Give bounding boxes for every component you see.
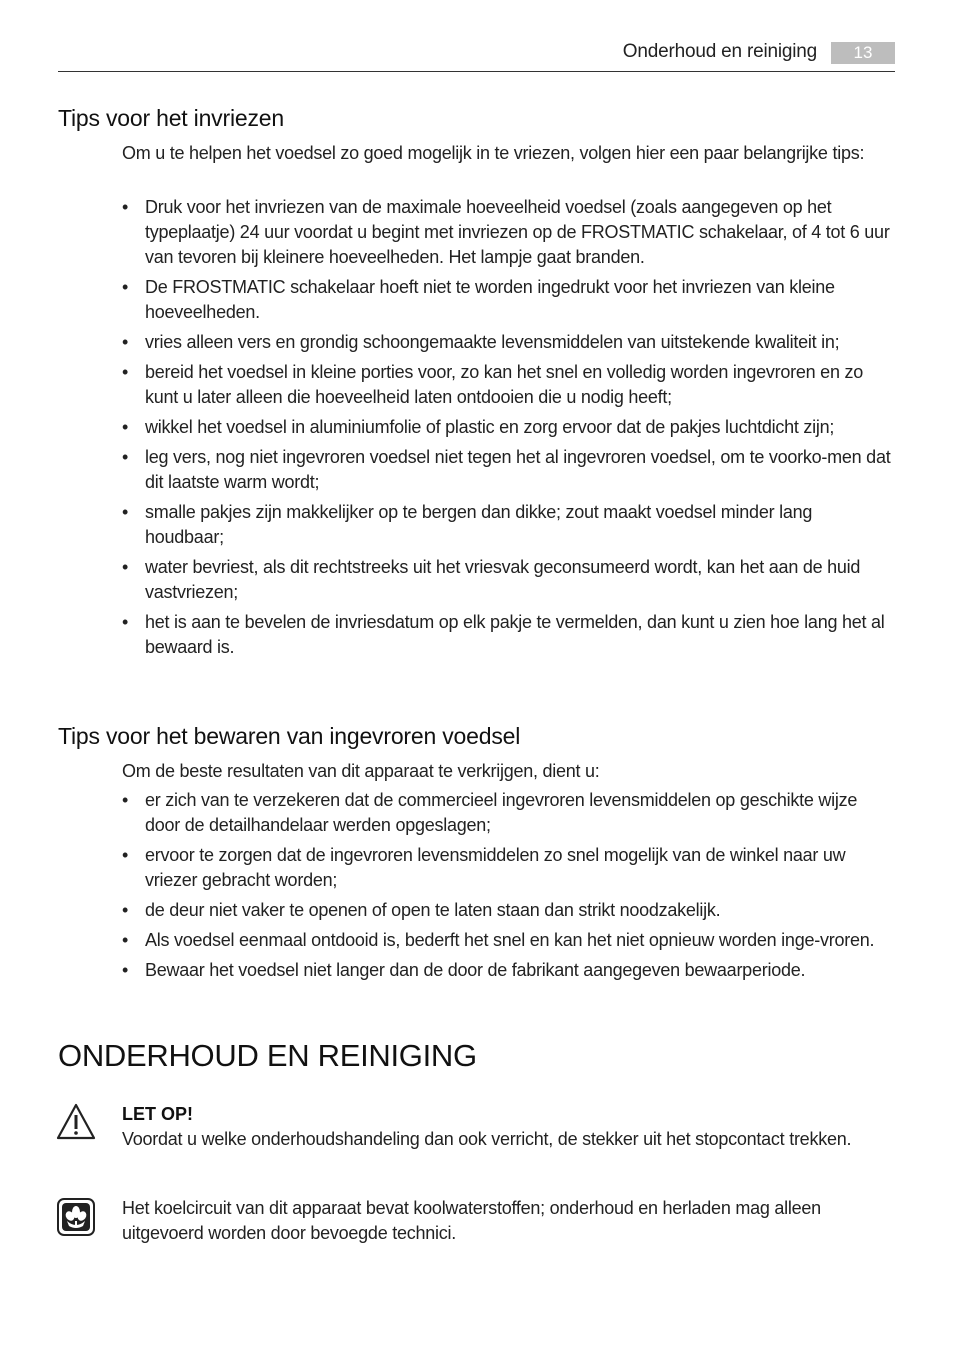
freeze-tips-list bbox=[122, 195, 892, 665]
page-header bbox=[58, 40, 895, 72]
list-item: • De FROSTMATIC schakelaar hoeft niet te worden ingedrukt voor het invriezen van kleine hoeveelheden. bbox=[122, 275, 892, 325]
list-item: • het is aan te bevelen de invriesdatum op elk pakje te vermelden, dan kunt u zien hoe lang het al bewaard is. bbox=[122, 610, 892, 660]
environment-flower-icon bbox=[56, 1197, 96, 1237]
list-item: • vries alleen vers en grondig schoongemaakte levensmiddelen van uitstekende kwaliteit in; bbox=[122, 330, 892, 355]
warning-text: Voordat u welke onderhoudshandeling dan ook verricht, de stekker uit het stopcontact trekken. bbox=[122, 1129, 852, 1149]
list-item: • wikkel het voedsel in aluminiumfolie of plastic en zorg ervoor dat de pakjes luchtdicht zijn; bbox=[122, 415, 892, 440]
storage-tips-heading: Tips voor het bewaren van ingevroren voedsel bbox=[58, 723, 521, 749]
storage-tips-intro: Om de beste resultaten van dit apparaat te verkrijgen, dient u: bbox=[122, 761, 600, 781]
maintenance-heading: ONDERHOUD EN REINIGING bbox=[58, 1038, 477, 1073]
list-item: • de deur niet vaker te openen of open te laten staan dan strikt noodzakelijk. bbox=[122, 898, 892, 923]
environment-text: Het koelcircuit van dit apparaat bevat koolwaterstoffen; onderhoud en herladen mag alleen uitgevoerd worden door bevoegde technici. bbox=[122, 1198, 821, 1243]
page-number: 13 bbox=[831, 42, 895, 64]
list-item: • leg vers, nog niet ingevroren voedsel niet tegen het al ingevroren voedsel, om te voorko-men dat dit laatste warm wordt; bbox=[122, 445, 892, 495]
list-item: • water bevriest, als dit rechtstreeks uit het vriesvak geconsumeerd wordt, kan het aan de huid vastvriezen; bbox=[122, 555, 892, 605]
list-item: • Als voedsel eenmaal ontdooid is, bederft het snel en kan het niet opnieuw worden inge-vroren. bbox=[122, 928, 892, 953]
freeze-tips-intro: Om u te helpen het voedsel zo goed mogelijk in te vriezen, volgen hier een paar belangrijke tips: bbox=[122, 143, 865, 163]
list-item: • er zich van te verzekeren dat de commercieel ingevroren levensmiddelen op geschikte wijze door de detailhandelaar werden opgeslagen; bbox=[122, 788, 892, 838]
freeze-tips-heading: Tips voor het invriezen bbox=[58, 105, 284, 131]
list-item: • ervoor te zorgen dat de ingevroren levensmiddelen zo snel mogelijk van de winkel naar uw vriezer gebracht worden; bbox=[122, 843, 892, 893]
list-item: • Druk voor het invriezen van de maximale hoeveelheid voedsel (zoals aangegeven op het typeplaatje) 24 uur voordat u begint met invriezen op de FROSTMATIC schakelaar, of 4 tot 6 uur van tevoren bij kleinere hoeveelheden. Het lampje gaat branden. bbox=[122, 195, 892, 270]
running-section-title: Onderhoud en reiniging bbox=[622, 41, 817, 62]
warning-title: LET OP! bbox=[122, 1104, 193, 1124]
list-item: • Bewaar het voedsel niet langer dan de door de fabrikant aangegeven bewaarperiode. bbox=[122, 958, 892, 983]
list-item: • smalle pakjes zijn makkelijker op te bergen dan dikke; zout maakt voedsel minder lang houdbaar; bbox=[122, 500, 892, 550]
list-item: • bereid het voedsel in kleine porties voor, zo kan het snel en volledig worden ingevroren en zo kunt u later alleen die hoeveelheid laten ontdooien die u nodig heeft; bbox=[122, 360, 892, 410]
storage-tips-list bbox=[122, 788, 892, 988]
warning-triangle-icon bbox=[56, 1102, 96, 1142]
